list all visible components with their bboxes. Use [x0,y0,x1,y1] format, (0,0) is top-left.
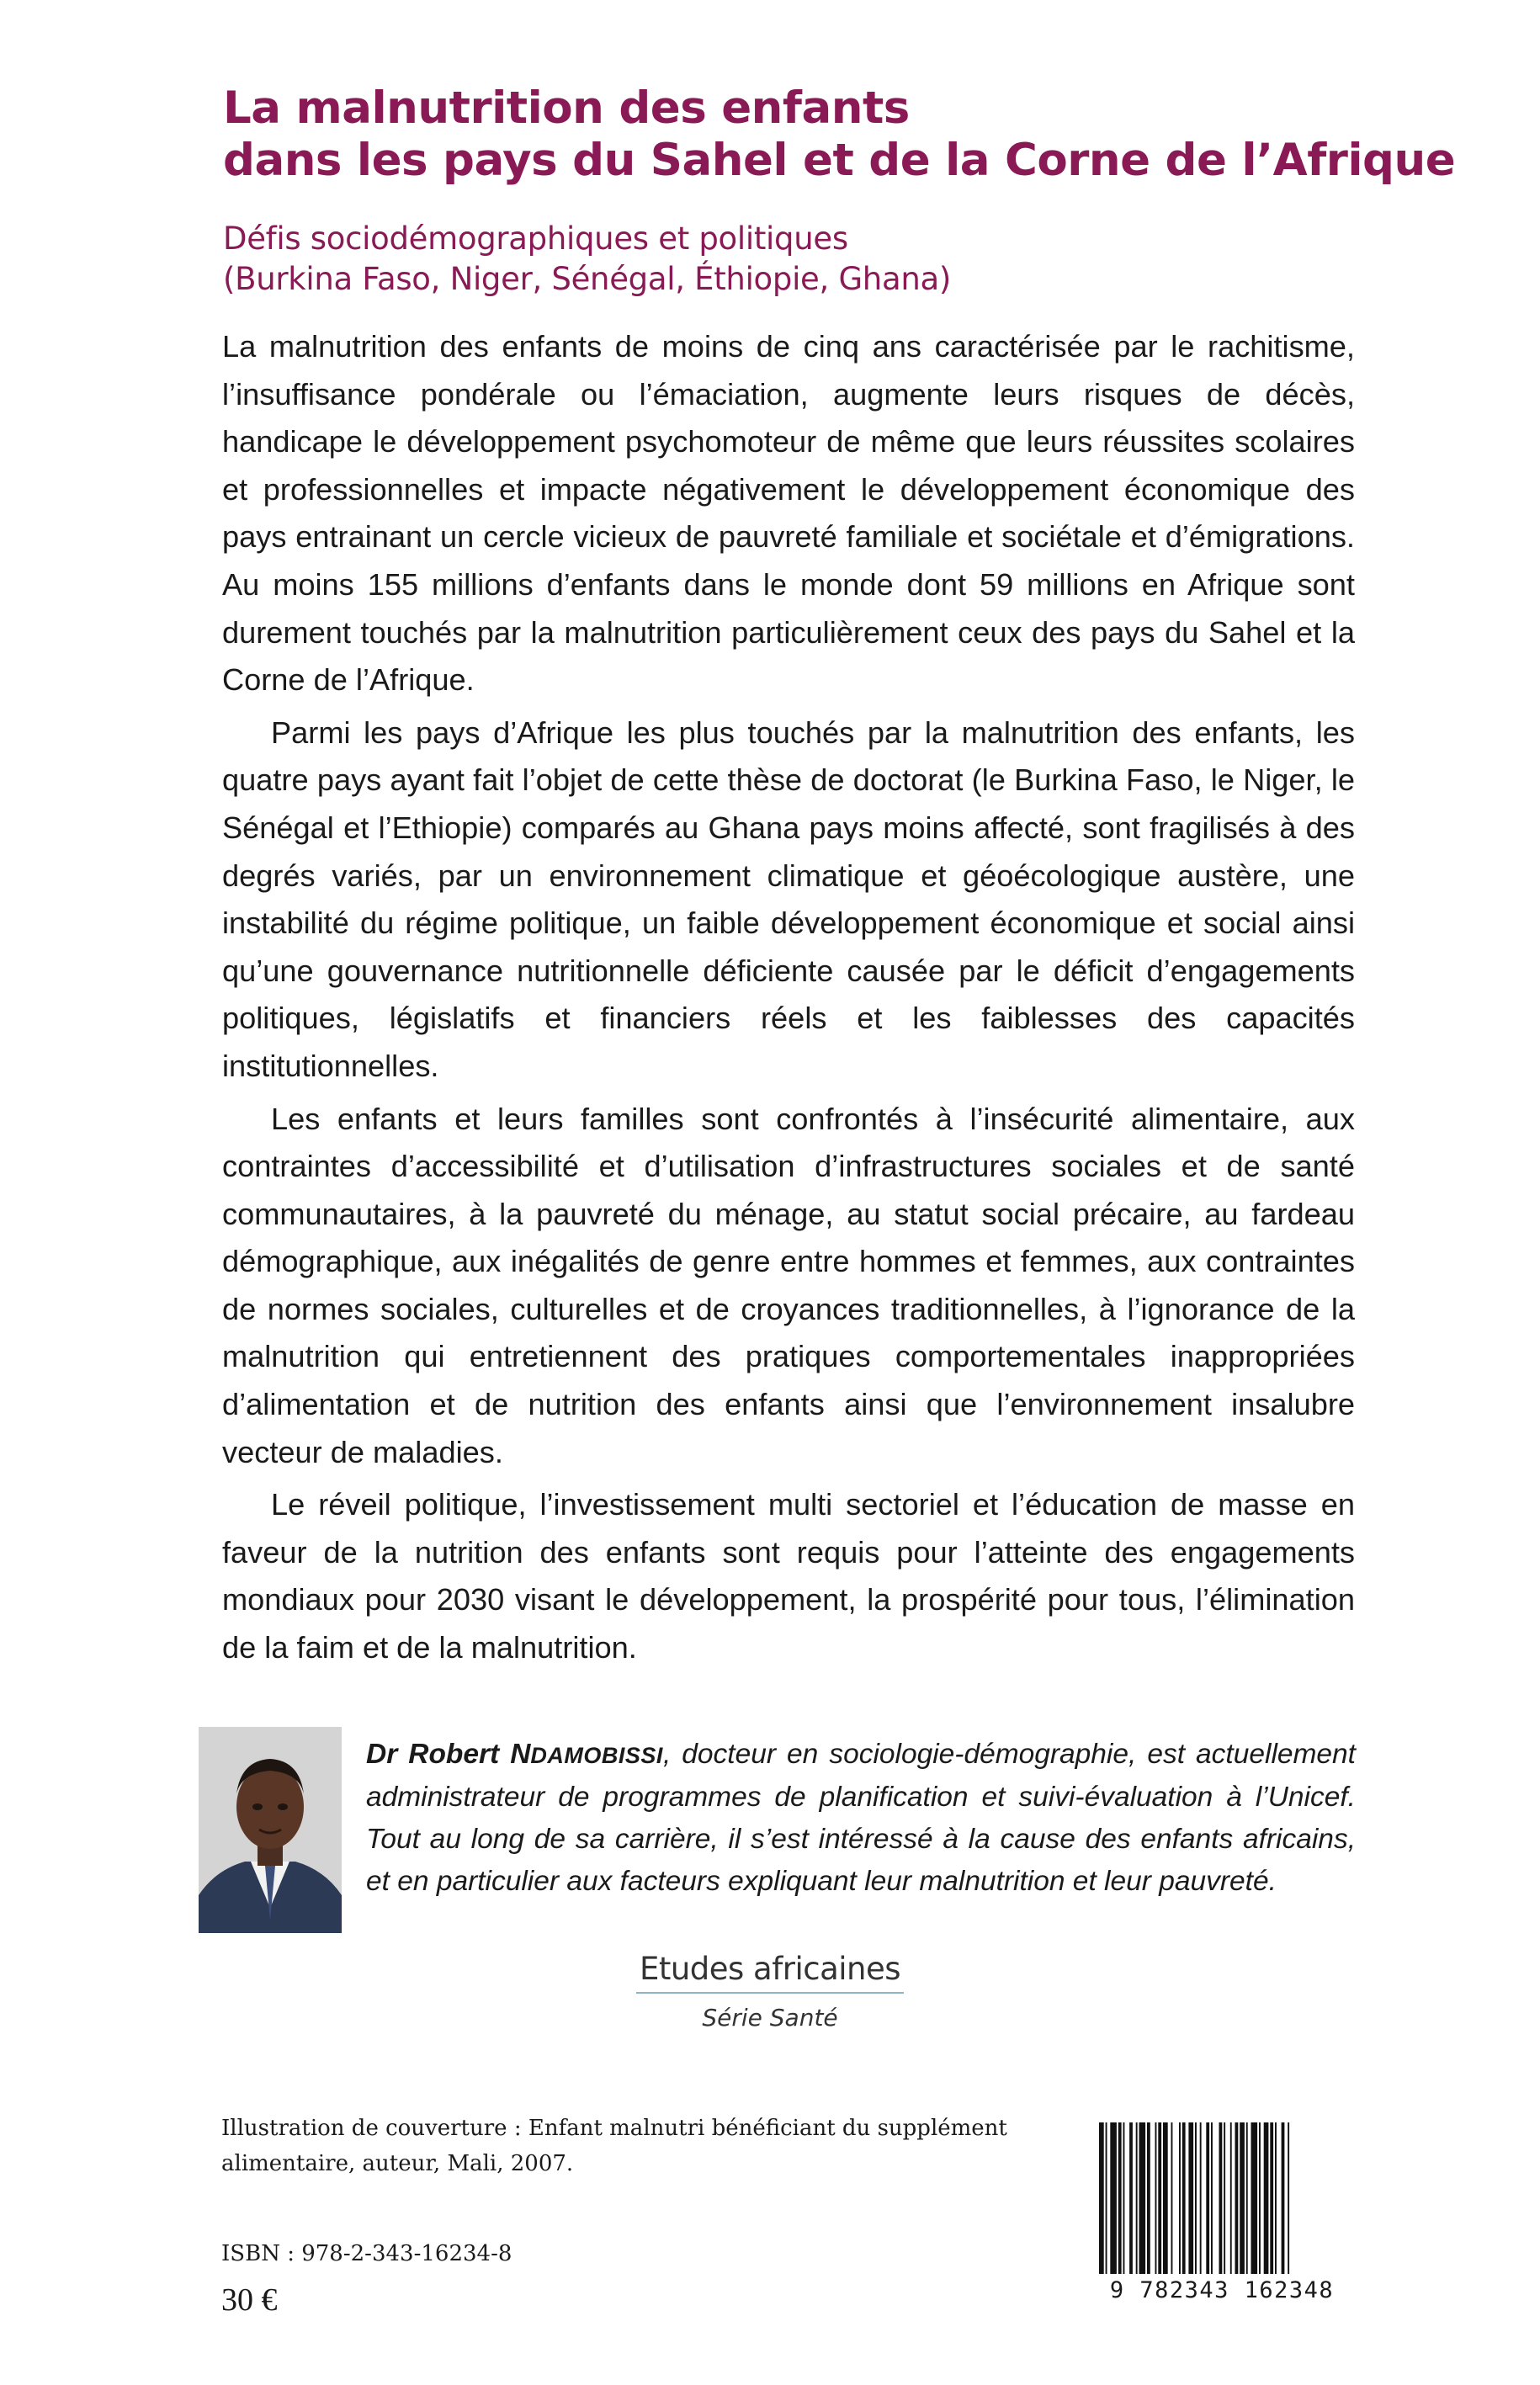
barcode-icon [1096,2122,1348,2274]
summary-paragraph-4: Le réveil politique, l’investissement multi sectoriel et l’éducation de masse en faveur de la nutrition des enfants sont requis pour l’atteinte des engagements mondiaux pour 2030 visant le développement, la prospérité pour tous, l’élimination de la faim et de la malnutrition. [222,1487,1355,1665]
cover-credit [221,2111,1063,2181]
series-name: Etudes africaines [636,1951,904,1994]
subtitle-line-1: Défis sociodémographiques et politiques [223,220,848,257]
summary-text [222,323,1355,1672]
summary-paragraph-1: La malnutrition des enfants de moins de cinq ans caractérisée par le rachitisme, l’insuffisance pondérale ou l’émaciation, augmente leurs risques de décès, handicape le développement psychomoteur de même que leurs réussites scolaires et professionnelles et impacte négativement le développement économique des pays entrainant un cercle vicieux de pauvreté familiale et sociétale et d’émigrations. Au moins 155 millions d’enfants dans le monde dont 59 millions en Afrique sont durement touchés par la malnutrition particulièrement ceux des pays du Sahel et la Corne de l’Afrique. [222,329,1355,698]
price: 30 € [221,2282,278,2318]
credit-line-2: alimentaire, auteur, Mali, 2007. [221,2151,574,2176]
author-photo [199,1727,342,1933]
summary-paragraph-2: Parmi les pays d’Afrique les plus touchés par la malnutrition des enfants, les quatre pays ayant fait l’objet de cette thèse de doctorat (le Burkina Faso, le Niger, le Sénégal et l’Ethiopie) comparés au Ghana pays moins affecté, sont fragilisés à des degrés variés, par un environnement climatique et géoécologique austère, une instabilité du régime politique, un faible développement économique et social ainsi qu’une gouvernance nutritionnelle déficiente causée par le déficit d’engagements politiques, législatifs et financiers réels et les faiblesses des capacités institutionnelles. [222,714,1355,1083]
credit-line-1: Illustration de couverture : Enfant malnutri bénéficiant du supplément [221,2116,1007,2141]
book-title [223,82,1456,187]
author-bio [366,1734,1356,1903]
book-subtitle [223,219,1401,300]
subtitle-line-2: (Burkina Faso, Niger, Sénégal, Éthiopie, Ghana) [223,261,951,297]
title-line-2: dans les pays du Sahel et de la Corne de l’Afrique [223,135,1456,186]
series-subtitle: Série Santé [702,2004,838,2032]
title-line-1: La malnutrition des enfants [223,82,910,134]
isbn: ISBN : 978-2-343-16234-8 [221,2241,512,2266]
barcode-digits: 9 782343 162348 [1109,2277,1335,2303]
series-block [0,1951,1540,2032]
summary-paragraph-3: Les enfants et leurs familles sont confrontés à l’insécurité alimentaire, aux contraintes d’accessibilité et d’utilisation d’infrastructures sociales et de santé communautaires, à la pauvreté du ménage, au statut social précaire, au fardeau démographique, aux inégalités de genre entre hommes et femmes, aux contraintes de normes sociales, culturelles et de croyances traditionnelles, à l’ignorance de la malnutrition qui entretiennent des pratiques comportementales inappropriées d’alimentation et de nutrition des enfants ainsi que l’environnement insalubre vecteur de maladies. [222,1101,1355,1469]
author-portrait-icon [199,1727,342,1933]
barcode [1096,2122,1348,2274]
author-bio-text: , docteur en sociologie-démographie, est actuellement administrateur de programmes de planification et suivi-évaluation à l’Unicef. Tout au long de sa carrière, il s’est intéressé à la cause des enfants africains, et en particulier aux facteurs expliquant leur malnutrition et leur pauvreté. [366,1739,1356,1897]
author-name: Dr Robert NDAMOBISSI [366,1739,663,1770]
